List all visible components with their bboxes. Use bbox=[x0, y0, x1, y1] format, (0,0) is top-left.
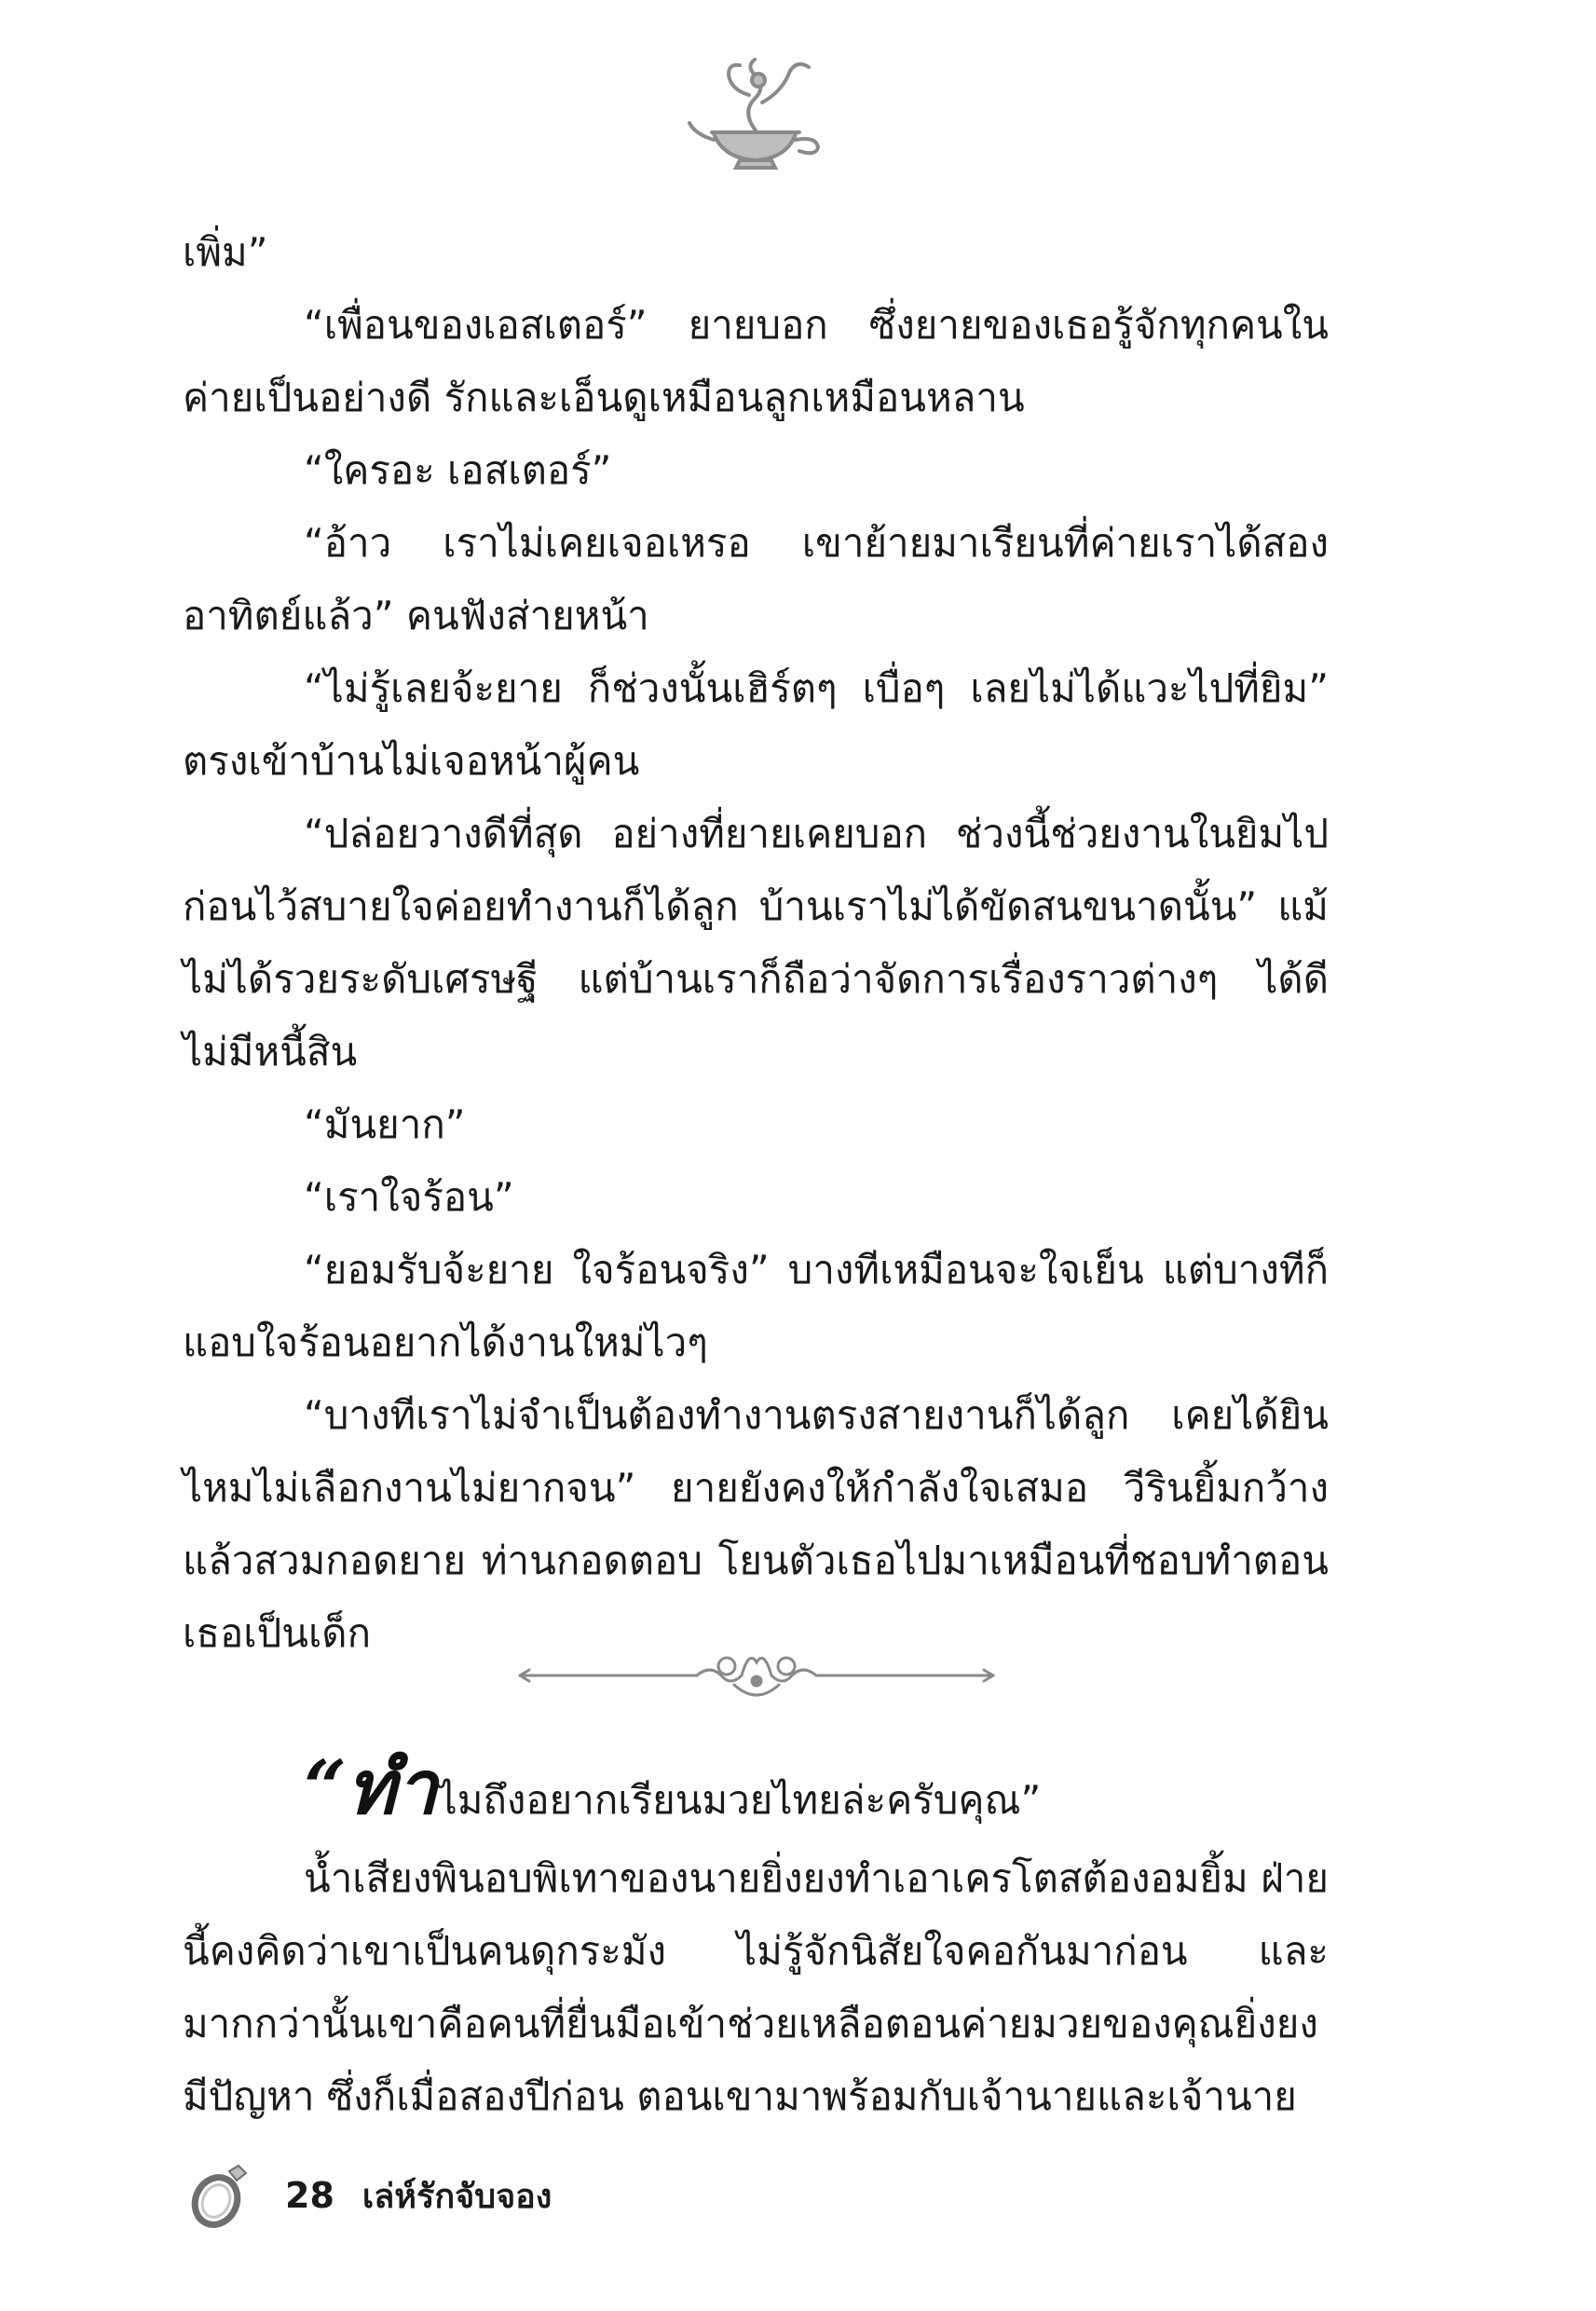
page-number: 28 bbox=[285, 2175, 334, 2216]
chapter-text bbox=[183, 216, 1329, 1670]
paragraph: “ปล่อยวางดีที่สุด อย่างที่ยายเคยบอก ช่วงนี้ช่วยงานในยิมไปก่อนไว้สบายใจค่อยทำงานก็ได้ลูก บ้านเราไม่ได้ขัดสนขนาดนั้น” แม้ไม่ได้รวยระดับเศรษฐี แต่บ้านเราก็ถือว่าจัดการเรื่องราวต่างๆ ได้ดี ไม่มีหนี้สิน bbox=[183, 811, 1329, 1074]
chapter-section-2 bbox=[183, 1744, 1329, 2133]
ring-icon bbox=[188, 2162, 252, 2229]
paragraph: “บางทีเราไม่จำเป็นต้องทำงานตรงสายงานก็ได้ลูก เคยได้ยินไหมไม่เลือกงานไม่ยากจน” ยายยังคงให้กำลังใจเสมอ วีรินยิ้มกว้างแล้วสวมกอดยาย ท่านกอดตอบ โยนตัวเธอไปมาเหมือนที่ชอบทำตอนเธอเป็นเด็ก bbox=[183, 1392, 1329, 1656]
flourish-divider-icon bbox=[514, 1638, 999, 1713]
paragraph: “ใครอะ เอสเตอร์” bbox=[304, 447, 612, 493]
paragraph: “เพื่อนของเอสเตอร์” ยายบอก ซึ่งยายของเธอรู้จักทุกคนในค่ายเป็นอย่างดี รักและเอ็นดูเหมือนลูกเหมือนหลาน bbox=[183, 302, 1329, 420]
book-title: เล่ห์รักจับจอง bbox=[361, 2177, 552, 2216]
page-footer bbox=[188, 2158, 552, 2233]
genie-lamp-icon bbox=[686, 54, 825, 171]
paragraph: “อ้าว เราไม่เคยเจอเหรอ เขาย้ายมาเรียนที่ค่ายเราได้สองอาทิตย์แล้ว” คนฟังส่ายหน้า bbox=[183, 520, 1329, 638]
paragraph: “ไม่รู้เลยจ้ะยาย ก็ช่วงนั้นเฮิร์ตๆ เบื่อๆ เลยไม่ได้แวะไปที่ยิม” ตรงเข้าบ้านไม่เจอหน้าผู้คน bbox=[183, 665, 1329, 784]
paragraph: น้ำเสียงพินอบพิเทาของนายยิ่งยงทำเอาเครโตสต้องอมยิ้ม ฝ่ายนี้คงคิดว่าเขาเป็นคนดุกระมัง ไม่รู้จักนิสัยใจคอกันมาก่อน และมากกว่านั้นเขาคือคนที่ยื่นมือเข้าช่วยเหลือตอนค่ายมวยของคุณยิ่งยงมีปัญหา ซึ่งก็เมื่อสองปีก่อน ตอนเขามาพร้อมกับเจ้านายและเจ้านาย bbox=[183, 1855, 1329, 2119]
paragraph: “เราใจร้อน” bbox=[304, 1174, 514, 1220]
paragraph: เพิ่ม” bbox=[183, 229, 268, 275]
dropcap: “ทำ bbox=[304, 1744, 438, 1831]
opening-line bbox=[183, 1744, 1329, 1842]
paragraph: “ยอมรับจ้ะยาย ใจร้อนจริง” บางทีเหมือนจะใจเย็น แต่บางทีก็แอบใจร้อนอยากได้งานใหม่ไวๆ bbox=[183, 1247, 1329, 1365]
opening-text: ไมถึงอยากเรียนมวยไทยล่ะครับคุณ” bbox=[437, 1777, 1042, 1823]
paragraph: “มันยาก” bbox=[304, 1101, 466, 1147]
